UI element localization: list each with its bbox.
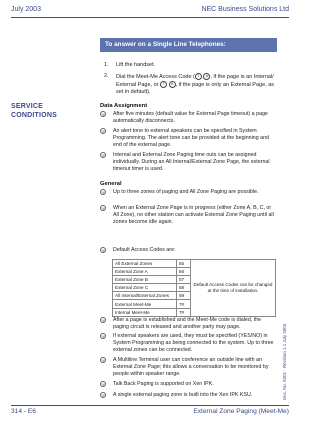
- table-row: All External Zones 55 Default Access Codes can be changed at the time of installation.: [113, 260, 276, 268]
- page-number: 314 - E6: [11, 408, 36, 415]
- dial-key-icon: 7: [160, 81, 167, 88]
- step-text: Lift the handset.: [116, 62, 156, 68]
- phone-bullet-icon: ☏: [101, 318, 107, 323]
- page-header: [11, 6, 289, 17]
- phone-bullet-icon: ☏: [101, 129, 107, 134]
- phone-bullet-icon: ☏: [101, 153, 107, 158]
- pound-key-icon: #: [169, 81, 176, 88]
- access-codes-note: Default Access Codes can be changed at the time of installation.: [191, 260, 276, 317]
- phone-bullet-icon: ☏: [101, 190, 107, 195]
- access-codes-table: [112, 259, 276, 317]
- phone-bullet-icon: ☏: [101, 382, 107, 387]
- section-banner: To answer on a Single Line Telephones:: [100, 38, 277, 52]
- table-row: External Zone C 58: [113, 284, 276, 292]
- footer-rule: [11, 405, 289, 406]
- phone-bullet-icon: ☏: [101, 248, 107, 253]
- step-text: Dial the Meet-Me Access Code ( 7 # , if the page is an Internal/ External Page, or 7 # , if the page is only an External Page, as set in default).: [116, 73, 275, 95]
- table-row: External Zone A 56: [113, 268, 276, 276]
- section-title: SERVICE CONDITIONS: [11, 103, 57, 119]
- header-date: July 2003: [11, 6, 41, 13]
- step-number: 1.: [104, 62, 109, 68]
- header-company: NEC Business Solutions Ltd: [201, 6, 289, 13]
- general-heading: General: [100, 181, 122, 187]
- side-doc-number: Doc. No. 8201 - Revision 1.1 July 2003: [282, 323, 287, 400]
- step-number: 2.: [104, 73, 109, 79]
- phone-bullet-icon: ☏: [101, 393, 107, 398]
- phone-bullet-icon: ☏: [101, 358, 107, 363]
- table-row: External Meet-Me 7#: [113, 300, 276, 308]
- pound-key-icon: #: [203, 73, 210, 80]
- footer-section-title: External Zone Paging (Meet-Me): [193, 408, 289, 415]
- table-row: All Internal/External Zones 59: [113, 292, 276, 300]
- dial-key-icon: 7: [195, 73, 202, 80]
- phone-bullet-icon: ☏: [101, 334, 107, 339]
- phone-bullet-icon: ☏: [101, 112, 107, 117]
- table-row: External Zone B 57: [113, 276, 276, 284]
- header-rule: [11, 17, 289, 18]
- table-row: Internal Meet-Me 7#: [113, 308, 276, 316]
- data-assignment-heading: Data Assignment: [100, 103, 148, 109]
- phone-bullet-icon: ☏: [101, 206, 107, 211]
